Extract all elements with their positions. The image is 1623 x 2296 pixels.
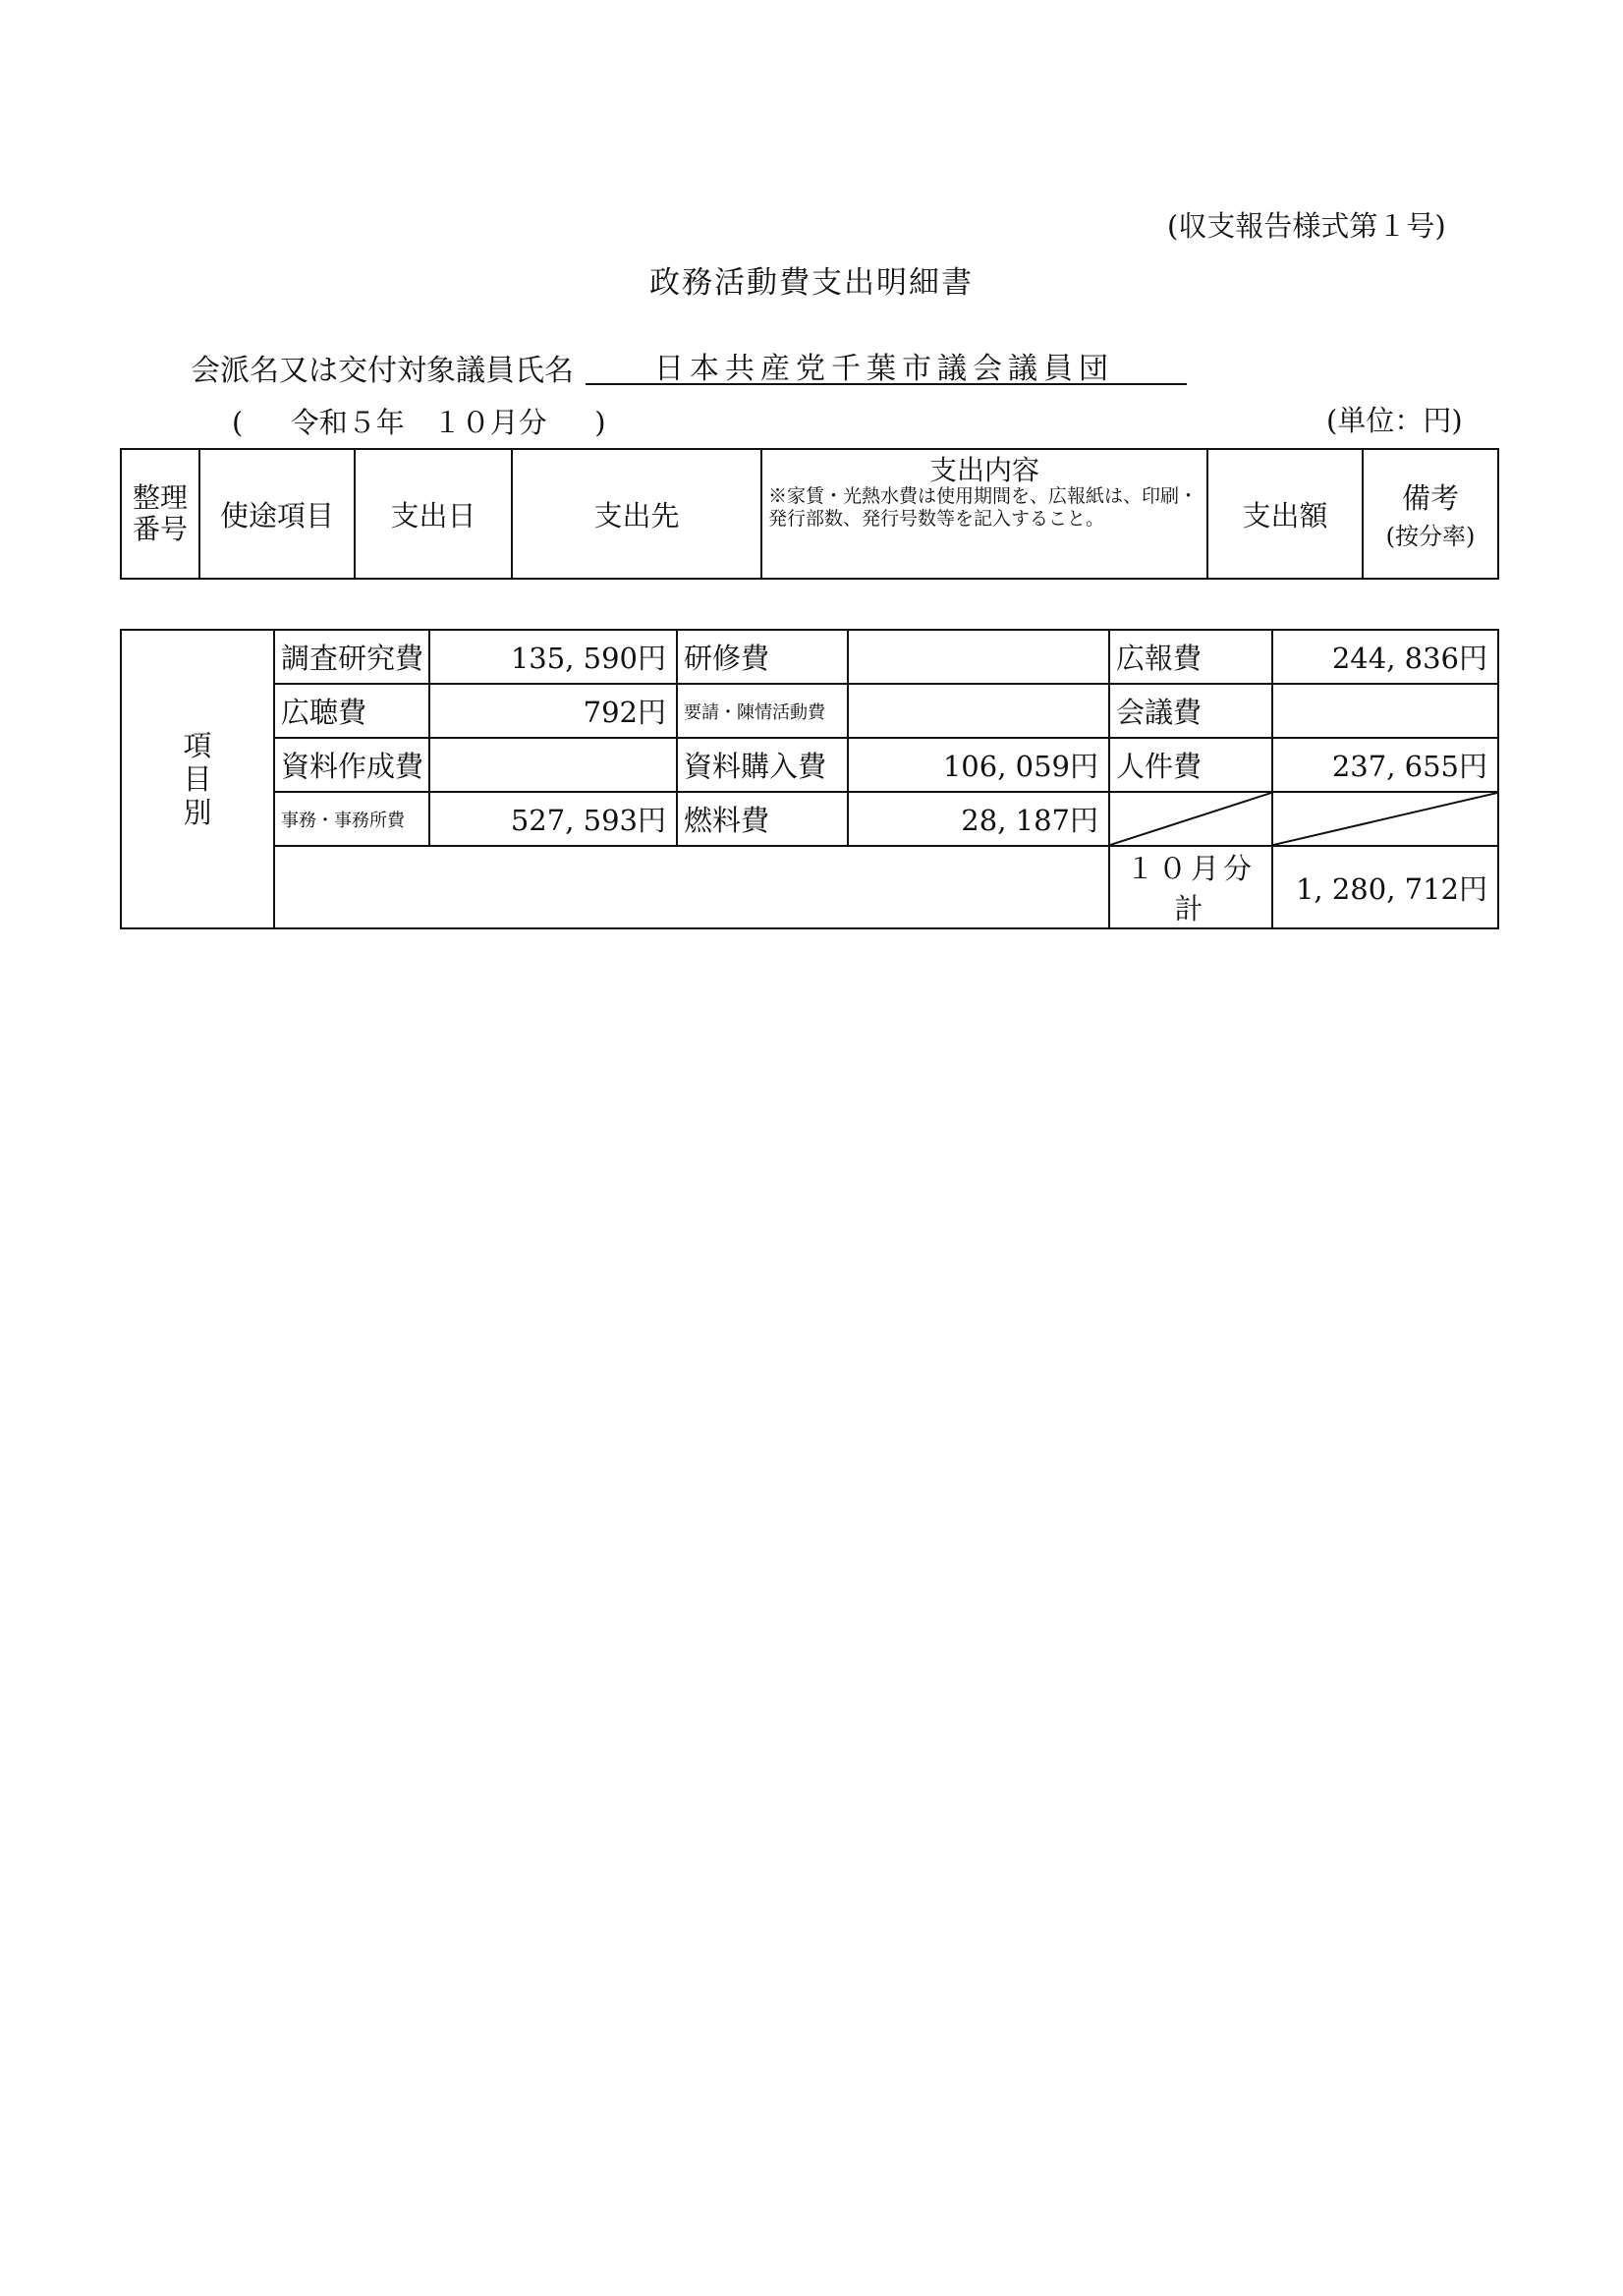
item-amount: 527, 593円 <box>429 792 677 846</box>
period-close-paren: ) <box>594 406 606 439</box>
total-label: １０月分計 <box>1109 846 1272 928</box>
col-remark-header <box>1363 449 1498 579</box>
item-label: 資料作成費 <box>274 738 429 792</box>
category-label: 項目別 <box>121 630 274 928</box>
col-date-header: 支出日 <box>355 449 512 579</box>
document-title: 政務活動費支出明細書 <box>649 265 974 301</box>
item-amount: 244, 836円 <box>1272 630 1498 684</box>
item-amount <box>429 738 677 792</box>
total-amount: 1, 280, 712円 <box>1272 846 1498 928</box>
col-amount-header: 支出額 <box>1207 449 1363 579</box>
item-amount <box>848 684 1109 738</box>
summary-total-row <box>121 846 1498 928</box>
detail-header-row <box>121 449 1498 579</box>
item-label: 燃料費 <box>677 792 848 846</box>
period-open-paren: ( <box>232 406 244 439</box>
item-label: 広報費 <box>1109 630 1272 684</box>
summary-row <box>121 684 1498 738</box>
item-amount: 106, 059円 <box>848 738 1109 792</box>
period <box>232 401 606 441</box>
period-text: 令和５年 １０月分 <box>290 406 547 439</box>
item-amount: 135, 590円 <box>429 630 677 684</box>
col-content-header <box>761 449 1207 579</box>
item-label: 調査研究費 <box>274 630 429 684</box>
item-amount <box>848 630 1109 684</box>
summary-row <box>121 792 1498 846</box>
expenditure-detail-table <box>120 448 1499 580</box>
faction-value: 日本共産党千葉市議会議員団 <box>586 344 1187 385</box>
item-label: 人件費 <box>1109 738 1272 792</box>
col-remark-sub: (按分率) <box>1385 523 1476 550</box>
summary-row <box>121 738 1498 792</box>
item-amount <box>1272 684 1498 738</box>
total-spacer <box>274 846 1109 928</box>
diagonal-line <box>1110 793 1271 845</box>
diagonal-line <box>1273 793 1497 845</box>
col-payee-header: 支出先 <box>512 449 761 579</box>
item-amount: 237, 655円 <box>1272 738 1498 792</box>
diagonal-blank-cell <box>1272 792 1498 846</box>
item-label: 会議費 <box>1109 684 1272 738</box>
item-label: 資料購入費 <box>677 738 848 792</box>
item-label: 要請・陳情活動費 <box>677 684 848 738</box>
item-label: 広聴費 <box>274 684 429 738</box>
diagonal-blank-cell <box>1109 792 1272 846</box>
summary-row <box>121 630 1498 684</box>
unit-label: (単位：円) <box>1326 404 1463 437</box>
col-purpose-header: 使途項目 <box>199 449 355 579</box>
faction-label: 会派名又は交付対象議員氏名 <box>191 354 574 388</box>
form-number: (収支報告様式第１号) <box>1167 209 1446 243</box>
item-amount: 28, 187円 <box>848 792 1109 846</box>
item-label: 研修費 <box>677 630 848 684</box>
col-remark-title: 備考 <box>1401 481 1459 515</box>
col-content-note: ※家賃・光熱水費は使用期間を、広報紙は、印刷・発行部数、発行号数等を記入すること。 <box>768 485 1199 530</box>
category-summary-table <box>120 629 1499 929</box>
item-amount: 792円 <box>429 684 677 738</box>
col-no-header: 整理番号 <box>121 449 199 579</box>
col-content-title: 支出内容 <box>928 454 1039 486</box>
item-label: 事務・事務所費 <box>274 792 429 846</box>
